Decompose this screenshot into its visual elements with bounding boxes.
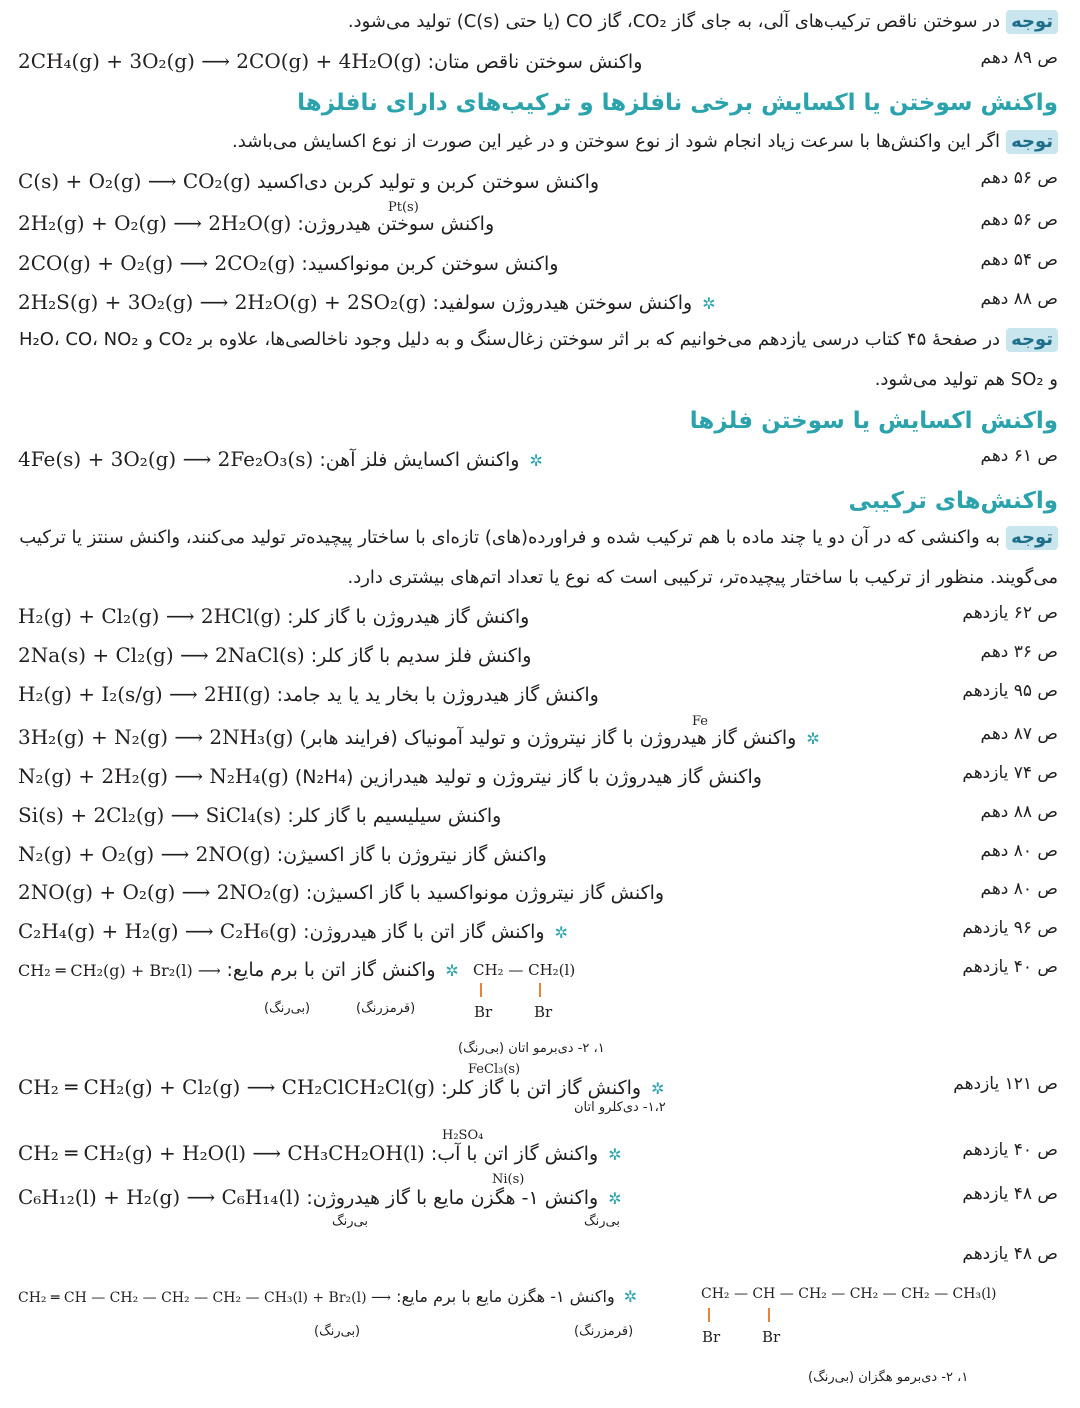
- reaction-label: واکنش گاز اتن با گاز هیدروژن:: [303, 921, 545, 943]
- reaction-row: [18, 200, 1058, 242]
- reaction-row: [18, 796, 1058, 834]
- reaction-label: واکنش سوختن کربن مونواکسید:: [301, 253, 559, 275]
- catalyst-label: Ni(s): [492, 1172, 525, 1187]
- reaction-row: [18, 244, 1058, 282]
- reaction-label: واکنش گاز نیتروژن با گاز اکسیژن:: [276, 844, 547, 866]
- reaction-equation: H₂(g) + Cl₂(g) ⟶ 2HCl(g): [18, 604, 282, 628]
- reaction-equation: Si(s) + 2Cl₂(g) ⟶ SiCl₄(s): [18, 803, 282, 827]
- reaction-equation: C₆H₁₂(l) + H₂(g) ⟶ C₆H₁₄(l): [18, 1185, 301, 1209]
- reaction-equation: CH₂ ═ CH — CH₂ — CH₂ — CH₂ — CH₃(l) + Br₂(l) ⟶: [18, 1290, 392, 1306]
- page-reference: ص ۸۰ دهم: [980, 879, 1058, 899]
- reaction-equation: 2Na(s) + Cl₂(g) ⟶ 2NaCl(s): [18, 643, 305, 667]
- reaction-equation: CH₂ ═ CH₂(g) + Cl₂(g) ⟶ CH₂ClCH₂Cl(g): [18, 1075, 436, 1099]
- reaction-row: [18, 1278, 1058, 1398]
- product-name: ۱،۲- دی‌کلرو اتان: [574, 1100, 666, 1115]
- reaction-label: واکنش گاز هیدروژن با گاز نیتروژن و تولید آمونیاک (فرایند هابر): [299, 727, 797, 749]
- reaction-equation: 2H₂(g) + O₂(g) ⟶ 2H₂O(g): [18, 211, 292, 235]
- page-reference: ص ۶۱ دهم: [980, 446, 1058, 466]
- reaction-equation: 4Fe(s) + 3O₂(g) ⟶ 2Fe₂O₃(s): [18, 447, 314, 471]
- page-reference: ص ۴۰ یازدهم: [962, 1140, 1058, 1160]
- page-reference: ص ۷۴ یازدهم: [962, 763, 1058, 783]
- reaction-equation: H₂(g) + I₂(s/g) ⟶ 2HI(g): [18, 682, 271, 706]
- note-incomplete-combustion: [18, 2, 1058, 42]
- page-reference: ص ۱۲۱ یازدهم: [953, 1074, 1058, 1094]
- reaction-row: [18, 675, 1058, 713]
- reaction-label: واکنش سوختن ناقص متان:: [427, 51, 643, 73]
- section-heading: واکنش‌های ترکیبی: [848, 488, 1058, 514]
- reaction-ref-row: [18, 1238, 1058, 1278]
- reaction-equation: CH₂ ═ CH₂(g) + H₂O(l) ⟶ CH₃CH₂OH(l): [18, 1141, 425, 1165]
- bond-line: [708, 1308, 710, 1322]
- catalyst-label: Pt(s): [388, 200, 419, 215]
- red-label: (قرمزرنگ): [574, 1324, 634, 1339]
- red-label: (قرمزرنگ): [356, 1001, 416, 1016]
- catalyst-label: Fe: [692, 714, 709, 729]
- page-reference: ص ۶۲ یازدهم: [962, 603, 1058, 623]
- product-formula: CH₂ — CH₂(l): [473, 961, 576, 979]
- note-tag: توجه: [1006, 130, 1058, 154]
- note-text: در سوختن ناقص ترکیب‌های آلی، به جای گاز CO₂، گاز CO (یا حتی C(s)) تولید می‌شود.: [347, 11, 1001, 32]
- reaction-label: واکنش اکسایش فلز آهن:: [319, 449, 520, 471]
- note-text: و SO₂ هم تولید می‌شود.: [874, 369, 1058, 390]
- note-tag: توجه: [1006, 526, 1058, 550]
- reaction-equation: 2CH₄(g) + 3O₂(g) ⟶ 2CO(g) + 4H₂O(g): [18, 49, 422, 73]
- reaction-label: واکنش فلز سدیم با گاز کلر:: [310, 645, 532, 667]
- star-icon: ✲: [623, 1287, 638, 1306]
- bond-line: [539, 983, 541, 997]
- reaction-equation: N₂(g) + O₂(g) ⟶ 2NO(g): [18, 842, 271, 866]
- page-reference: ص ۹۶ یازدهم: [962, 918, 1058, 938]
- section-heading: واکنش اکسایش یا سوختن فلزها: [689, 408, 1058, 434]
- reaction-row: [18, 440, 1058, 478]
- note-text: اگر این واکنش‌ها با سرعت زیاد انجام شود از نوع سوختن و در غیر این صورت از نوع اکسایش می‌باشد.: [232, 131, 1001, 152]
- reaction-row: [18, 873, 1058, 911]
- reaction-label: واکنش سوختن هیدروژن:: [297, 213, 495, 235]
- reaction-equation: C(s) + O₂(g) ⟶ CO₂(g): [18, 169, 251, 193]
- page-reference: ص ۴۰ یازدهم: [962, 957, 1058, 977]
- reaction-label: واکنش گاز نیتروژن مونواکسید با گاز اکسیژن:: [305, 882, 665, 904]
- reaction-label: واکنش ۱- هگزن مایع با گاز هیدروژن:: [306, 1187, 599, 1209]
- page-reference: ص ۸۸ دهم: [980, 802, 1058, 822]
- star-icon: ✲: [651, 1079, 665, 1098]
- reaction-label: واکنش ۱- هگزن مایع با برم مایع:: [396, 1287, 615, 1306]
- page-reference: ص ۹۵ یازدهم: [962, 681, 1058, 701]
- reaction-row: [18, 835, 1058, 873]
- reaction-equation: CH₂ ═ CH₂(g) + Br₂(l) ⟶: [18, 961, 221, 980]
- product-name: ۱، ۲- دی‌برمو هگزان (بی‌رنگ): [808, 1370, 969, 1385]
- star-icon: ✲: [806, 729, 820, 748]
- reaction-equation: 2NO(g) + O₂(g) ⟶ 2NO₂(g): [18, 880, 300, 904]
- note-text: به واکنشی که در آن دو یا چند ماده با هم ترکیب شده و فراورده(های) تازه‌ای با ساختار پیچیده‌تر تولید می‌کنند، واکنش سنتز یا ترکیب: [19, 527, 1001, 548]
- colorless-label: بی‌رنگ: [584, 1214, 620, 1229]
- reaction-equation: 3H₂(g) + N₂(g) ⟶ 2NH₃(g): [18, 725, 294, 749]
- star-icon: ✲: [608, 1189, 622, 1208]
- page-reference: ص ۸۰ دهم: [980, 841, 1058, 861]
- page-reference: ص ۴۸ یازدهم: [962, 1244, 1058, 1264]
- bromine-atom: Br: [762, 1328, 781, 1346]
- reaction-label: واکنش گاز اتن با گاز کلر:: [441, 1077, 642, 1099]
- bromine-atom: Br: [534, 1003, 553, 1021]
- bromine-atom: Br: [474, 1003, 493, 1021]
- page-reference: ص ۸۷ دهم: [980, 724, 1058, 744]
- note-tag: توجه: [1006, 10, 1058, 34]
- bond-line: [480, 983, 482, 997]
- star-icon: ✲: [608, 1145, 622, 1164]
- bromine-atom: Br: [702, 1328, 721, 1346]
- reaction-label: واکنش گاز هیدروژن با گاز کلر:: [287, 606, 530, 628]
- reaction-row: [18, 951, 1058, 1056]
- note-synthesis: [18, 518, 1058, 598]
- reaction-label: واکنش گاز اتن با آب:: [430, 1143, 599, 1165]
- section-heading: واکنش سوختن یا اکسایش برخی نافلزها و ترکیب‌های دارای نافلزها: [297, 90, 1058, 116]
- star-icon: ✲: [445, 961, 459, 980]
- page-reference: ص ۵۶ دهم: [980, 210, 1058, 230]
- catalyst-label: H₂SO₄: [442, 1128, 484, 1143]
- page-reference: ص ۵۴ دهم: [980, 250, 1058, 270]
- colorless-label: بی‌رنگ: [332, 1214, 368, 1229]
- reaction-label: واکنش سوختن کربن و تولید کربن دی‌اکسید: [257, 171, 600, 193]
- product-formula: CH₂ — CH — CH₂ — CH₂ — CH₂ — CH₃(l): [701, 1286, 997, 1302]
- star-icon: ✲: [529, 451, 543, 470]
- reaction-row: [18, 283, 1058, 321]
- reaction-row: [18, 636, 1058, 674]
- page-reference: ص ۸۹ دهم: [980, 48, 1058, 68]
- product-name: ۱، ۲- دی‌برمو اتان (بی‌رنگ): [458, 1041, 605, 1056]
- reaction-label: واکنش سوختن هیدروژن سولفید:: [432, 292, 693, 314]
- reaction-label: واکنش گاز اتن با برم مایع:: [226, 959, 436, 981]
- page-reference: ص ۵۶ دهم: [980, 168, 1058, 188]
- reaction-row: [18, 1128, 1058, 1172]
- reaction-label: واکنش سیلیسیم با گاز کلر:: [287, 805, 502, 827]
- catalyst-label: FeCl₃(s): [468, 1062, 521, 1077]
- note-tag: توجه: [1006, 328, 1058, 352]
- reaction-equation: C₂H₄(g) + H₂(g) ⟶ C₂H₆(g): [18, 919, 298, 943]
- reaction-label: واکنش گاز هیدروژن با گاز نیتروژن و تولید هیدرازین (N₂H₄): [294, 766, 762, 788]
- reaction-label: واکنش گاز هیدروژن با بخار ید یا ید جامد:: [276, 684, 599, 706]
- star-icon: ✲: [702, 294, 716, 313]
- reaction-equation: 2CO(g) + O₂(g) ⟶ 2CO₂(g): [18, 251, 296, 275]
- note-combustion-speed: [18, 122, 1058, 162]
- page-reference: ص ۳۶ دهم: [980, 642, 1058, 662]
- reaction-row: [18, 42, 1058, 80]
- reaction-row: [18, 1172, 1058, 1234]
- star-icon: ✲: [554, 923, 568, 942]
- page-reference: ص ۸۸ دهم: [980, 289, 1058, 309]
- reaction-row: [18, 162, 1058, 200]
- page-reference: ص ۴۸ یازدهم: [962, 1184, 1058, 1204]
- reaction-row: [18, 912, 1058, 950]
- reaction-row: [18, 757, 1058, 795]
- colorless-label: (بی‌رنگ): [314, 1324, 361, 1339]
- reaction-row: [18, 714, 1058, 756]
- bond-line: [768, 1308, 770, 1322]
- reaction-equation: 2H₂S(g) + 3O₂(g) ⟶ 2H₂O(g) + 2SO₂(g): [18, 290, 427, 314]
- reaction-row: [18, 1062, 1058, 1128]
- colorless-label: (بی‌رنگ): [264, 1001, 311, 1016]
- reaction-equation: N₂(g) + 2H₂(g) ⟶ N₂H₄(g): [18, 764, 289, 788]
- note-text: در صفحهٔ ۴۵ کتاب درسی یازدهم می‌خوانیم که بر اثر سوختن زغال‌سنگ و به دلیل وجود ناخالصی‌ها، علاوه بر CO₂ و H₂O، CO، NO₂: [18, 329, 1001, 350]
- note-coal-impurities: [18, 320, 1058, 400]
- note-text: می‌گویند. منظور از ترکیب با ساختار پیچیده‌تر، ترکیبی است که نوع یا تعداد اتم‌های بیشتری دارد.: [347, 567, 1058, 588]
- reaction-row: [18, 597, 1058, 635]
